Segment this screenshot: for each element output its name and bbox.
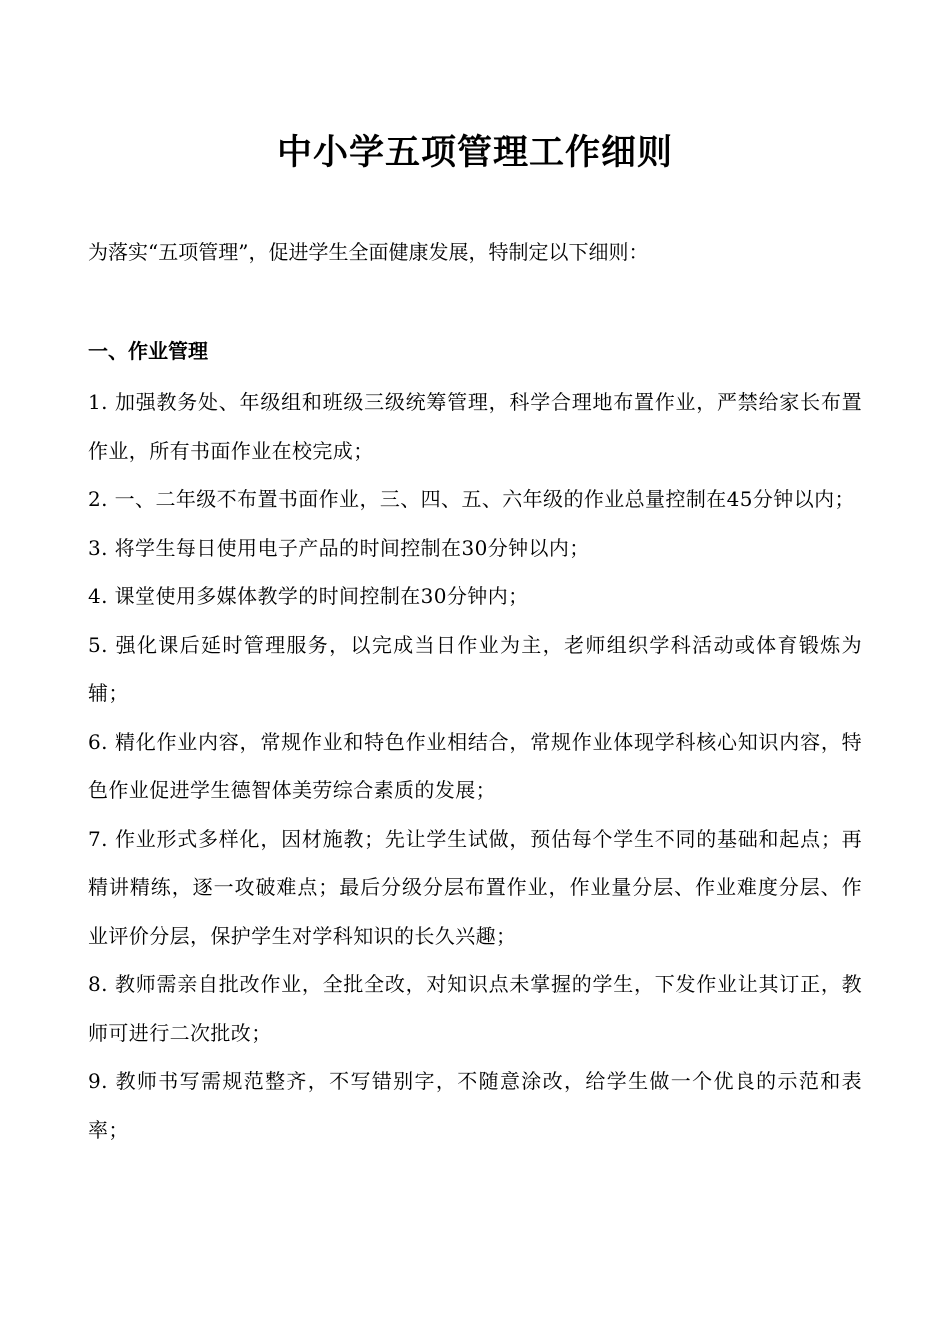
rule-item-1: 1. 加强教务处、年级组和班级三级统筹管理，科学合理地布置作业，严禁给家长布置作业，所有书面作业在校完成；: [88, 390, 862, 463]
rule-item-6: 6. 精化作业内容，常规作业和特色作业相结合，常规作业体现学科核心知识内容，特色作业促进学生德智体美劳综合素质的发展；: [88, 729, 862, 802]
rule-item-9: 9. 教师书写需规范整齐，不写错别字，不随意涂改，给学生做一个优良的示范和表率；: [88, 1069, 862, 1142]
rule-list: [88, 378, 862, 1154]
intro-paragraph: 为落实“五项管理”，促进学生全面健康发展，特制定以下细则：: [88, 240, 649, 264]
section-heading: 一、作业管理: [88, 339, 208, 363]
rule-item-3: 3. 将学生每日使用电子产品的时间控制在30分钟以内；: [88, 535, 590, 560]
rule-item-8: 8. 教师需亲自批改作业，全批全改，对知识点未掌握的学生，下发作业让其订正，教师可进行二次批改；: [88, 972, 862, 1045]
rule-item-7: 7. 作业形式多样化，因材施教；先让学生试做，预估每个学生不同的基础和起点；再精讲精练，逐一攻破难点；最后分级分层布置作业，作业量分层、作业难度分层、作业评价分层，保护学生对学科知识的长久兴趣；: [88, 826, 862, 948]
document-title: 中小学五项管理工作细则: [276, 133, 673, 173]
rule-item-4: 4. 课堂使用多媒体教学的时间控制在30分钟内；: [88, 584, 529, 608]
rule-item-5: 5. 强化课后延时管理服务，以完成当日作业为主，老师组织学科活动或体育锻炼为辅；: [88, 632, 862, 705]
rule-item-2: 2. 一、二年级不布置书面作业，三、四、五、六年级的作业总量控制在45分钟以内；: [88, 487, 855, 511]
